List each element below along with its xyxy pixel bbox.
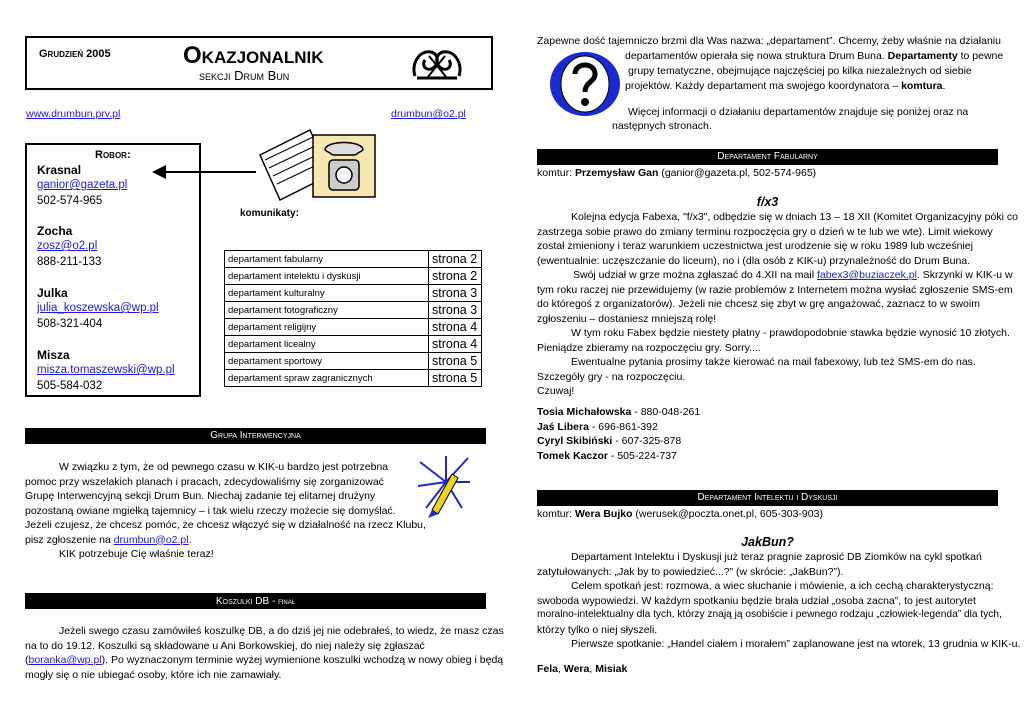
contact-phone: 502-574-965 [37,195,103,207]
text-span: departamentów opierała się nowa struktura Drum Buna. [625,50,888,62]
text-line: został zmieniony i teraz warunkiem uczestnictwa jest urodzenie się w roku 1989 lub wcześniej [537,240,973,252]
text-span: komtur: [537,167,575,179]
organizer-phone: 505-224-737 [617,449,677,462]
text-span: Wera Bujko [574,508,633,520]
toc-row[interactable] [225,319,482,336]
text-span: (ganior@gazeta.pl, 502-574-965) [658,167,817,179]
toc-row[interactable] [225,268,482,285]
issue-month: Grudzień 2005 [39,48,111,60]
contact-name: Misza [37,348,70,362]
fabularny-text [537,210,1018,399]
text-line: tym roku raczej nie przewidujemy (w razie problemów z Internetem można wysłać zgłoszenie SMS-em [537,283,1013,296]
text-line: swoboda wypowiedzi. W każdym spotkaniu będzie brała udział „osoba zacna”, to jest autorytet [537,594,976,607]
text-span: komtura [901,80,943,92]
grupa-text [25,460,426,562]
intro-line: następnych stronach. [612,120,712,132]
grupa-email-link[interactable]: drumbun@o2.pl [113,533,189,546]
robor-title: Robor: [95,149,131,161]
text-line: Celem spotkań jest: rozmowa, a wiec słuchanie i mówienie, a ich cechą charakterystyczną: [571,580,994,592]
fabex-email-link[interactable]: fabex3@buziaczek.pl [816,269,917,281]
toc-row[interactable] [225,353,482,370]
organizer-phone: 880-048-261 [640,406,701,418]
text-line: zatytułowanych: „Jak by to powiedzieć...?” (w skrócie: „JakBun?”). [537,565,844,578]
toc-page: strona 5 [429,370,482,387]
question-mark-icon [548,50,622,118]
organizer-phone: 696-861-392 [598,420,658,433]
toc-page: strona 4 [429,336,482,353]
toc-row[interactable] [225,336,482,353]
arrow-left-icon [150,160,260,184]
toc-dept: departament religijny [225,319,429,336]
text-line [537,268,1013,283]
text-span: , [589,663,596,675]
toc-page: strona 2 [429,268,482,285]
website-link[interactable]: www.drumbun.prv.pl [26,108,121,120]
intro-line [625,79,997,94]
signature-name: Wera [563,663,590,675]
text-line: Grupę Interwencyjną sekcji Drum Bun. Niechaj zadanie tej elitarnej drużyny [25,490,376,502]
toc-page: strona 5 [429,353,482,370]
toc-page: strona 3 [429,302,482,319]
toc-row[interactable] [225,251,482,268]
toc-dept: departament spraw zagranicznych [225,370,429,387]
text-span: to pewne [957,50,1004,62]
contact-name: Krasnal [37,163,82,177]
intelektu-signature [537,662,837,677]
fabularny-heading: Departament Fabularny [537,149,998,165]
contact-email[interactable]: zosz@o2.pl [37,240,98,252]
intelektu-heading: Departament Intelektu i Dyskusji [537,490,998,506]
text-span: . [942,80,946,92]
text-span: Departamenty [887,50,958,62]
firework-icon [412,452,474,518]
text-span: . Skrzynki w KIK-u w [916,269,1013,281]
koszulki-heading-tail: finał [278,596,296,606]
text-line: zgłoszeniu – dostaniesz mniejszą rolę! [537,312,717,325]
fabularny-komtur [537,166,998,181]
toc-row[interactable] [225,285,482,302]
intro-line [625,49,1004,64]
text-span: pisz zgłoszenie na [25,533,114,546]
contact-email[interactable]: julia_koszewska@wp.pl [37,302,159,314]
koszulki-heading [25,593,486,609]
drum-bun-logo-icon [409,44,465,84]
organizer: Jaś Libera - 696-861-392 [537,420,658,433]
organizer-name: Tomek Kaczor [537,449,608,462]
table-of-contents [224,250,482,387]
email-link[interactable]: drumbun@o2.pl [391,108,466,120]
text-line: pomoc przy wszelakich planach i pracach, zdecydowaliśmy się zorganizować [25,475,384,488]
text-line: Szczegóły gry - na rozpoczęciu. [537,370,686,383]
koszulki-text [25,624,504,682]
text-line: W tym roku Fabex będzie niestety płatny - prawdopodobnie stawka będzie wynosić 10 złotych. [571,327,1010,339]
organizer-name: Jaś Libera [537,420,589,433]
contact-name: Zocha [37,224,73,238]
text-line: na to do 19.12. Koszulki są składowane u Ani Borkowskiej, do niej należy się zgłaszać [25,639,425,652]
organizer: Tomek Kaczor - 505-224-737 [537,449,677,462]
koszulki-email-link[interactable]: boranka@wp.pl [28,654,102,666]
intro-line: Zapewne dość tajemniczo brzmi dla Was nazwa: „departament”. Chcemy, żeby właśnie na działaniu [537,35,1001,47]
text-span: projektów. Każdy departament ma swojego koordynatora – [625,80,902,92]
text-line: Pieniądze zbieramy na rozpoczęciu gry. Sorry.... [537,341,761,354]
contact-email[interactable]: misza.tomaszewski@wp.pl [37,364,175,376]
text-line: którzy tylko o niej słyszeli. [537,623,658,636]
text-line: Ewentualne pytania prosimy także kierować na mail fabexowy, lub też SMS-em do nas. [571,356,976,368]
text-line: Jeżeli czujesz, że chcesz pomóc, że chcesz włączyć się w działalność na rzecz Klubu, [25,519,426,531]
toc-dept: departament licealny [225,336,429,353]
grupa-heading: Grupa Interwencyjna [25,428,486,444]
contact-name: Julka [37,286,68,300]
text-line: Kolejna edycja Fabexa, "f/x3", odbędzie się w dniach 13 – 18 XII (Komitet Organizacyjny póki co [571,211,1018,223]
organizers-list [537,405,837,463]
intelektu-subtitle: JakBun? [741,535,794,549]
toc-dept: departament sportowy [225,353,429,370]
text-line [25,653,504,668]
komunikaty-label: komunikaty: [240,208,299,219]
text-line: moralno-intelektualny dla tych, którzy znają ją osobiście i pewnego rodzaju „człowiek-legenda” dla tych, [537,609,1002,620]
signature-name: Misiak [595,663,628,675]
text-span: (werusek@poczta.onet.pl, 605-303-903) [632,508,823,520]
toc-page: strona 3 [429,285,482,302]
text-line: do któregoś z organizatorów). Jeżeli nie chcesz się zbyt w grę angażować, zaznacz to w swoim [537,298,980,310]
text-span: . [188,533,192,546]
text-line: Czuwaj! [537,385,575,397]
organizer-name: Tosia Michałowska [537,406,632,418]
mail-phone-icon [255,120,380,205]
text-span: ( [25,654,29,666]
signature-name: Fela [537,663,559,675]
text-span: komtur: [537,508,575,520]
text-line: (ewentualnie: uczęszczanie do liceum), no i (dla osób z KIK-u) przynależność do Drum Buna. [537,254,971,267]
contact-phone: 888-211-133 [37,256,102,268]
contact-email[interactable]: ganior@gazeta.pl [37,179,128,191]
text-line: W związku z tym, że od pewnego czasu w KIK-u bardzo jest potrzebna [59,461,389,473]
text-span: ). Po wyznaczonym terminie wyżej wymienione koszulki wchodzą w nowy obieg i będą [101,654,504,666]
intelektu-komtur [537,507,998,522]
toc-dept: departament intelektu i dyskusji [225,268,429,285]
text-line [25,533,403,548]
fabularny-subtitle: f/x3 [756,195,779,209]
toc-row[interactable] [225,370,482,387]
text-span: Przemysław Gan [574,167,659,179]
newsletter-subtitle: sekcji Drum Bun [199,68,290,83]
organizer: Cyryl Skibiński - 607-325-878 [537,435,682,447]
text-line: mogły się o nie ubiegać osoby, które ich nie zamawiały. [25,668,282,681]
organizer-phone: 607-325-878 [621,435,682,447]
contact-phone: 505-584-032 [37,380,103,392]
toc-dept: departament fotograficzny [225,302,429,319]
toc-page: strona 2 [429,251,482,268]
text-line: zastrzega sobie prawo do zmiany terminu rozpoczęcia gry o dzień w te lub we wte). Limit wiekowy [537,225,993,238]
text-line: Pierwsze spotkanie: „Handel ciałem i morałem” zaplanowane jest na wtorek, 13 grudnia w KIK-u. [571,638,1021,650]
header-box [25,36,493,90]
intro-line: Więcej informacji o działaniu departamentów znajduje się poniżej oraz na [628,106,969,118]
toc-dept: departament fabularny [225,251,429,268]
text-span: Swój udział w grze można zgłaszać do 4.XII na mail [573,269,817,281]
toc-row[interactable] [225,302,482,319]
toc-dept: departament kulturalny [225,285,429,302]
organizer-name: Cyryl Skibiński [537,435,613,447]
toc-page: strona 4 [429,319,482,336]
koszulki-heading-main: Koszulki DB - [215,596,279,607]
intro-line: grupy tematyczne, obejmujące najczęściej po kilka niezależnych od siebie [628,65,972,77]
text-line: Jeżeli swego czasu zamówiłeś koszulkę DB, a do dziś jej nie odebrałeś, to wiedz, że masz czas [59,625,504,637]
text-line: pozostaną owiane mgiełką tajemnicy – i tak wielu rzeczy możecie się domyślać. [25,504,396,517]
organizer: Tosia Michałowska - 880-048-261 [537,406,701,418]
newsletter-title: Okazjonalnik [183,42,324,69]
text-line: KIK potrzebuje Cię właśnie teraz! [59,548,214,560]
contact-phone: 508-321-404 [37,318,103,330]
text-line: Departament Intelektu i Dyskusji już teraz pragnie zaprosić DB Ziomków na cykl spotkań [571,551,982,563]
intelektu-text [537,550,1021,652]
text-span: , [558,663,564,675]
